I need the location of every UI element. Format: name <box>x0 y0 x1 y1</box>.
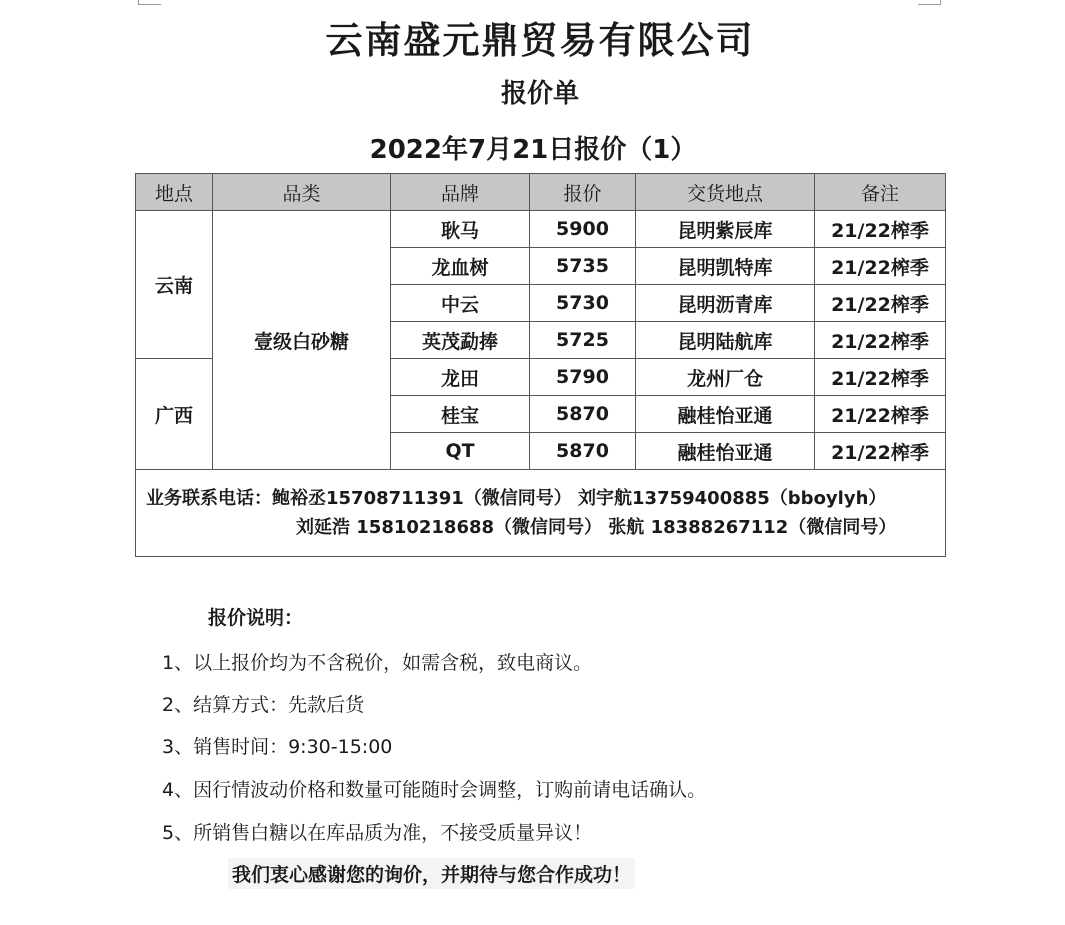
note-cell: 21/22榨季 <box>815 211 946 248</box>
note-cell: 21/22榨季 <box>815 433 946 470</box>
header-brand: 品牌 <box>391 174 530 211</box>
header-note: 备注 <box>815 174 946 211</box>
delivery-cell: 昆明凯特库 <box>636 248 815 285</box>
brand-cell: 耿马 <box>391 211 530 248</box>
header-location: 地点 <box>136 174 213 211</box>
delivery-cell: 昆明陆航库 <box>636 322 815 359</box>
closing-message: 我们衷心感谢您的询价，并期待与您合作成功！ <box>228 858 635 889</box>
region-cell: 广西 <box>136 359 213 470</box>
contact-line-1: 业务联系电话：鲍裕丞15708711391（微信同号） 刘宇航13759400885（bboylyh） <box>146 488 887 509</box>
header-delivery: 交货地点 <box>636 174 815 211</box>
contact-line-2: 刘延浩 15810218688（微信同号） 张航 18388267112（微信同号） <box>296 517 897 538</box>
quote-table <box>135 173 946 557</box>
price-cell: 5900 <box>530 211 636 248</box>
delivery-cell: 融桂怡亚通 <box>636 396 815 433</box>
header-price: 报价 <box>530 174 636 211</box>
brand-cell: 英茂勐捧 <box>391 322 530 359</box>
note-item: 3、销售时间：9:30-15:00 <box>162 736 393 758</box>
note-item: 4、因行情波动价格和数量可能随时会调整，订购前请电话确认。 <box>162 779 707 801</box>
note-item: 5、所销售白糖以在库品质为准，不接受质量异议！ <box>162 822 593 844</box>
delivery-cell: 龙州厂仓 <box>636 359 815 396</box>
note-cell: 21/22榨季 <box>815 322 946 359</box>
brand-cell: QT <box>391 433 530 470</box>
price-cell: 5735 <box>530 248 636 285</box>
note-cell: 21/22榨季 <box>815 248 946 285</box>
contact-row <box>136 470 946 557</box>
page-corner-mark-right <box>918 0 941 5</box>
delivery-cell: 昆明沥青库 <box>636 285 815 322</box>
note-item: 1、以上报价均为不含税价，如需含税，致电商议。 <box>162 652 593 674</box>
delivery-cell: 昆明紫辰库 <box>636 211 815 248</box>
price-cell: 5870 <box>530 433 636 470</box>
price-cell: 5730 <box>530 285 636 322</box>
brand-cell: 桂宝 <box>391 396 530 433</box>
category-cell: 壹级白砂糖 <box>213 211 391 470</box>
note-item: 2、结算方式：先款后货 <box>162 694 365 716</box>
page-corner-mark-left <box>138 0 161 5</box>
brand-cell: 龙血树 <box>391 248 530 285</box>
region-cell: 云南 <box>136 211 213 359</box>
notes-title: 报价说明： <box>208 607 304 629</box>
note-cell: 21/22榨季 <box>815 285 946 322</box>
document-title: 报价单 <box>500 79 579 109</box>
quote-date-heading: 2022年7月21日报价（1） <box>369 135 697 165</box>
brand-cell: 中云 <box>391 285 530 322</box>
price-cell: 5725 <box>530 322 636 359</box>
note-cell: 21/22榨季 <box>815 396 946 433</box>
note-cell: 21/22榨季 <box>815 359 946 396</box>
header-category: 品类 <box>213 174 391 211</box>
delivery-cell: 融桂怡亚通 <box>636 433 815 470</box>
contact-cell <box>136 470 946 557</box>
brand-cell: 龙田 <box>391 359 530 396</box>
price-cell: 5790 <box>530 359 636 396</box>
price-cell: 5870 <box>530 396 636 433</box>
table-header-row <box>136 174 946 211</box>
table-row <box>136 211 946 248</box>
company-name: 云南盛元鼎贸易有限公司 <box>325 19 755 62</box>
